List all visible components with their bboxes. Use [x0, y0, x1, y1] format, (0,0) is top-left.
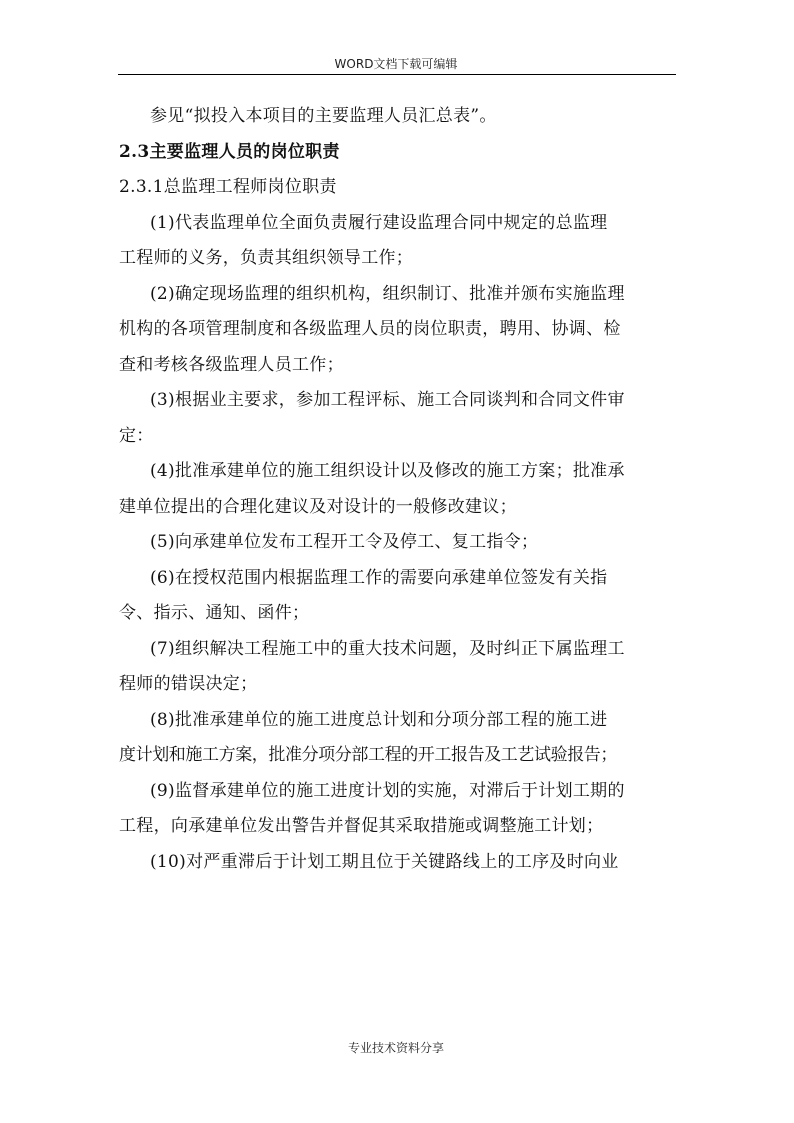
paragraph-line: 程师的错误决定； — [119, 674, 258, 694]
document-body — [119, 99, 679, 880]
paragraph-line: (9)监督承建单位的施工进度计划的实施，对滞后于计划工期的 — [150, 780, 625, 801]
paragraph-line: (8)批准承建单位的施工进度总计划和分项分部工程的施工进 — [150, 709, 608, 730]
paragraph-line: (10)对严重滞后于计划工期且位于关键路线上的工序及时向业 — [150, 851, 619, 872]
paragraph-line: (5)向承建单位发布工程开工令及停工、复工指令； — [150, 532, 539, 552]
paragraph-line: 度计划和施工方案，批准分项分部工程的开工报告及工艺试验报告； — [119, 745, 617, 765]
paragraph-line: (1)代表监理单位全面负责履行建设监理合同中规定的总监理 — [150, 212, 608, 233]
paragraph-line: 建单位提出的合理化建议及对设计的一般修改建议； — [119, 496, 517, 517]
paragraph-line: (7)组织解决工程施工中的重大技术问题，及时纠正下属监理工 — [150, 638, 625, 659]
paragraph-line: 工程师的义务，负责其组织领导工作； — [119, 248, 414, 268]
paragraph-line: (3)根据业主要求，参加工程评标、施工合同谈判和合同文件审 — [150, 390, 625, 410]
paragraph-line: 令、指示、通知、函件； — [119, 603, 310, 623]
paragraph-line: (6)在授权范围内根据监理工作的需要向承建单位签发有关指 — [150, 567, 608, 588]
paragraph-line: (4)批准承建单位的施工组织设计以及修改的施工方案；批准承 — [150, 461, 625, 481]
subsection-heading: 2.3.1总监理工程师岗位职责 — [119, 177, 337, 197]
section-heading: 2.3主要监理人员的岗位职责 — [119, 141, 340, 162]
header-divider — [118, 74, 676, 75]
page-footer: 专业技术资料分享 — [347, 1041, 444, 1055]
paragraph-line: (2)确定现场监理的组织机构，组织制订、批准并颁布实施监理 — [150, 283, 625, 304]
paragraph-line: 参见“拟投入本项目的主要监理人员汇总表”。 — [150, 106, 497, 126]
paragraph-line: 工程，向承建单位发出警告并督促其采取措施或调整施工计划； — [119, 816, 604, 836]
paragraph-line: 机构的各项管理制度和各级监理人员的岗位职责，聘用、协调、检 — [119, 319, 621, 339]
page-header: WORD文档下载可编辑 — [334, 57, 458, 71]
paragraph-line: 查和考核各级监理人员工作； — [119, 354, 344, 375]
paragraph-line: 定： — [119, 425, 154, 446]
